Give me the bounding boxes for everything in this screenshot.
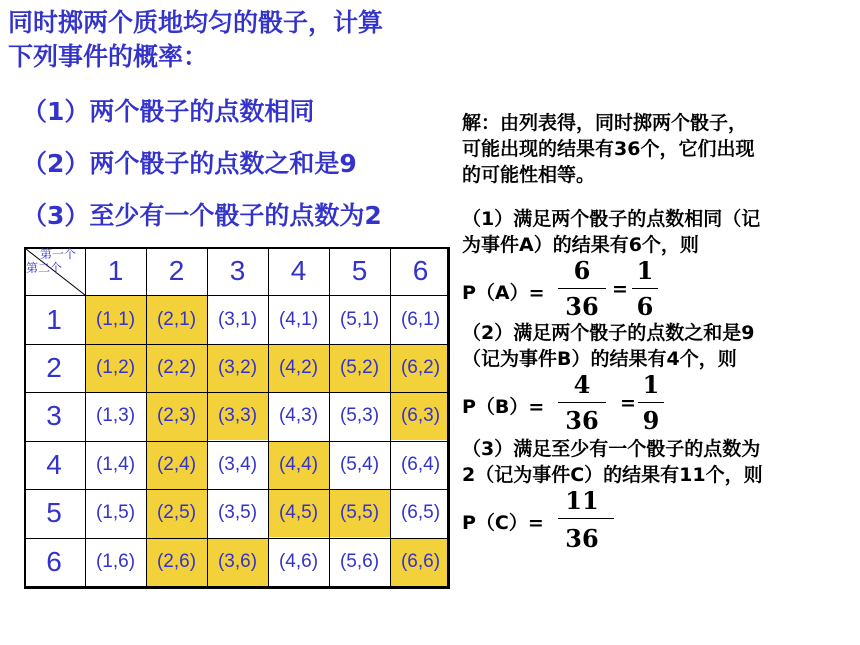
col-header-3: 3 [229, 255, 246, 286]
table-cell: (2,2) [156, 357, 197, 378]
table-cell: (4,4) [278, 454, 319, 475]
table-cell: (2,5) [156, 502, 197, 523]
table-cell: (3,3) [217, 405, 258, 426]
part2-line-2: （记为事件B）的结果有4个，则 [462, 348, 737, 370]
pA-label: P（A）= [462, 282, 545, 304]
outcome-table [24, 247, 450, 589]
table-cell: (3,2) [217, 357, 258, 378]
table-cell: (4,3) [278, 405, 319, 426]
pB-denominator-2: 9 [642, 406, 660, 435]
table-cell: (4,6) [278, 551, 319, 572]
pA-denominator: 36 [565, 292, 599, 321]
table-cell: (1,1) [95, 309, 136, 330]
pB-numerator-2: 1 [642, 370, 660, 399]
table-cell: (6,6) [400, 551, 441, 572]
table-cell: (3,4) [217, 454, 258, 475]
table-cell: (4,1) [278, 309, 319, 330]
row-header-2: 2 [46, 352, 62, 383]
table-cell: (2,1) [156, 309, 197, 330]
pC-numerator: 11 [565, 486, 599, 515]
pB-equals: = [620, 392, 636, 414]
table-cell: (2,6) [156, 551, 197, 572]
corner-label-second: 第二个 [26, 261, 63, 275]
table-cell: (1,6) [95, 551, 136, 572]
table-cell: (6,4) [400, 454, 441, 475]
col-header-6: 6 [412, 255, 429, 286]
table-cell: (6,2) [400, 357, 441, 378]
sub-question-1: （1）两个骰子的点数相同 [22, 97, 315, 126]
col-header-1: 1 [107, 255, 124, 286]
col-header-4: 4 [290, 255, 307, 286]
fraction-bar [558, 288, 606, 289]
pB-denominator: 36 [565, 406, 599, 435]
pA-numerator-2: 1 [636, 256, 654, 285]
corner-label-first: 第一个 [40, 247, 77, 261]
sub-question-2: （2）两个骰子的点数之和是9 [22, 149, 357, 178]
part1-line-2: 为事件A）的结果有6个，则 [462, 234, 699, 256]
question-line-2: 下列事件的概率： [8, 42, 209, 71]
row-header-3: 3 [46, 400, 62, 431]
table-cell: (6,5) [400, 502, 441, 523]
table-cell: (5,1) [339, 309, 380, 330]
solution-intro-1: 解：由列表得，同时掷两个骰子， [462, 112, 748, 134]
part2-line-1: （2）满足两个骰子的点数之和是9 [462, 322, 755, 344]
part1-line-1: （1）满足两个骰子的点数相同（记 [462, 208, 761, 230]
table-cell: (3,6) [217, 551, 258, 572]
part3-line-2: 2（记为事件C）的结果有11个，则 [462, 464, 763, 486]
table-cell: (5,6) [339, 551, 380, 572]
pA-denominator-2: 6 [636, 292, 654, 321]
table-cell: (3,5) [217, 502, 258, 523]
row-header-6: 6 [46, 546, 62, 577]
table-cell: (5,3) [339, 405, 380, 426]
part3-line-1: （3）满足至少有一个骰子的点数为 [462, 438, 761, 460]
sub-question-3: （3）至少有一个骰子的点数为2 [22, 201, 382, 230]
fraction-bar [638, 402, 664, 403]
pB-label: P（B）= [462, 396, 545, 418]
table-cell: (4,5) [278, 502, 319, 523]
table-cell: (1,3) [95, 405, 136, 426]
row-header-4: 4 [46, 449, 62, 480]
solution-intro-2: 可能出现的结果有36个，它们出现 [462, 138, 755, 160]
table-cell: (1,2) [95, 357, 136, 378]
row-header-5: 5 [46, 497, 62, 528]
table-cell: (5,2) [339, 357, 380, 378]
table-cell: (6,3) [400, 405, 441, 426]
col-header-2: 2 [168, 255, 185, 286]
table-cell: (4,2) [278, 357, 319, 378]
fraction-bar [558, 402, 606, 403]
table-cell: (5,5) [339, 502, 380, 523]
table-cell: (6,1) [400, 309, 441, 330]
table-cell: (5,4) [339, 454, 380, 475]
row-header-1: 1 [46, 304, 62, 335]
col-header-5: 5 [351, 255, 368, 286]
table-cell: (1,4) [95, 454, 136, 475]
solution-intro-3: 的可能性相等。 [462, 164, 596, 186]
pA-numerator: 6 [573, 256, 591, 285]
pA-equals: = [612, 278, 628, 300]
table-cell: (2,4) [156, 454, 197, 475]
pC-label: P（C）= [462, 512, 544, 534]
pB-numerator: 4 [573, 370, 591, 399]
table-cell: (1,5) [95, 502, 136, 523]
table-cell: (2,3) [156, 405, 197, 426]
pC-denominator: 36 [565, 524, 599, 553]
fraction-bar [632, 288, 658, 289]
question-line-1: 同时掷两个质地均匀的骰子，计算 [8, 8, 384, 37]
fraction-bar [558, 518, 614, 519]
table-cell: (3,1) [217, 309, 258, 330]
